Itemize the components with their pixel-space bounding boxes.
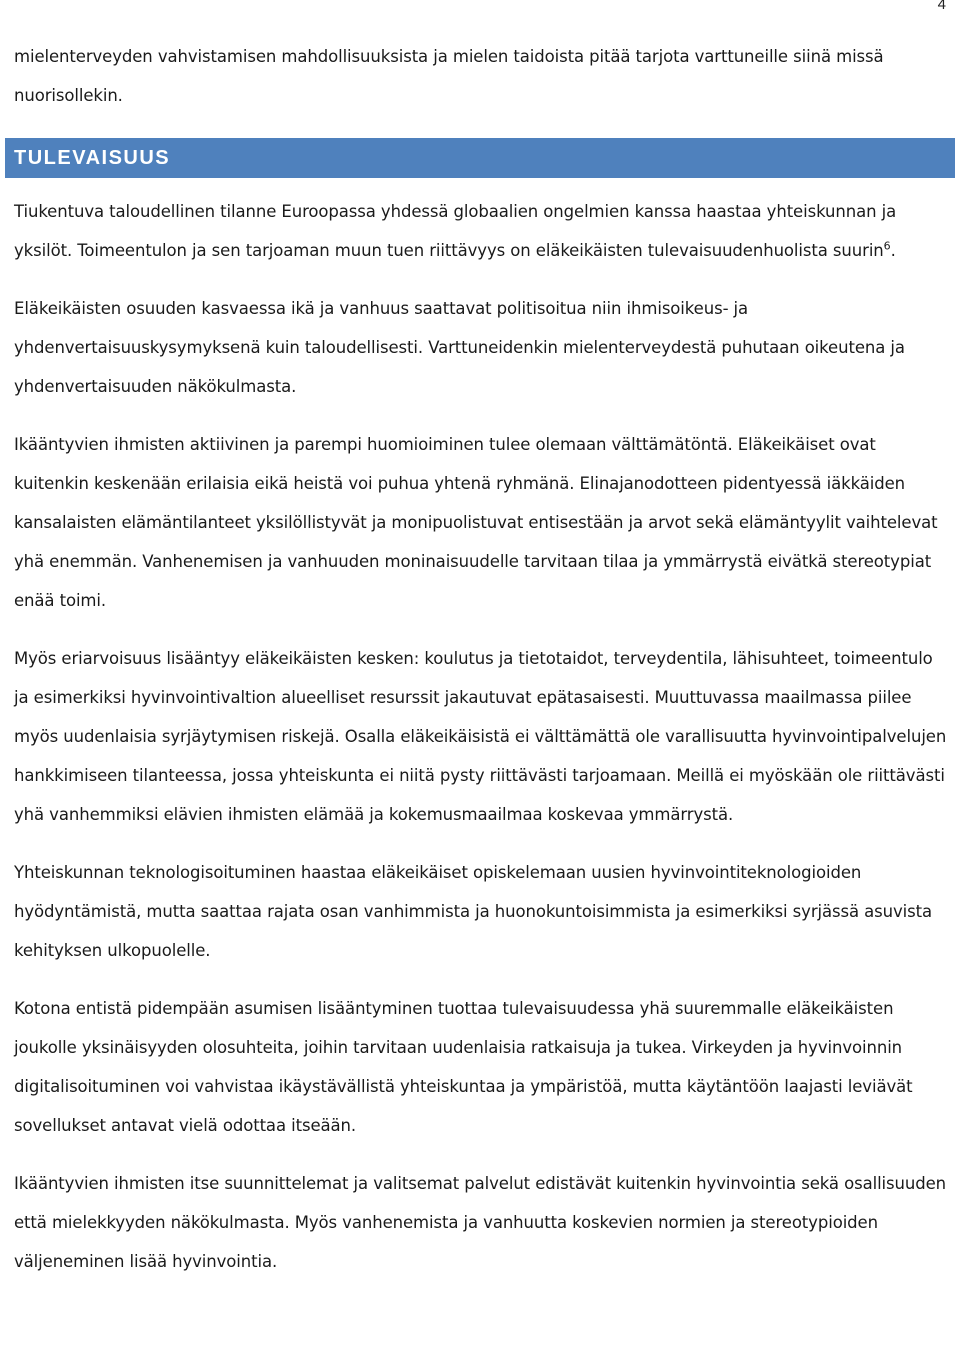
document-body bbox=[14, 37, 950, 1281]
intro-paragraph bbox=[14, 192, 950, 270]
section-heading: TULEVAISUUS bbox=[5, 138, 955, 178]
paragraph-2: Ikääntyvien ihmisten aktiivinen ja parempi huomioiminen tulee olemaan välttämätöntä. Eläkeikäiset ovat kuitenkin keskenään erilaisia eikä heistä voi puhua yhtenä ryhmänä. Elinajanodotteen pidentyessä iäkkäiden kansalaisten elämäntilanteet yksilöllistyvät ja monipuolistuvat entisestään ja arvot sekä elämäntyylit vaihtelevat yhä enemmän. Vanhenemisen ja vanhuuden moninaisuudelle tarvitaan tilaa ja ymmärrystä eivätkä stereotypiat enää toimi. bbox=[14, 435, 938, 610]
paragraph-3: Myös eriarvoisuus lisääntyy eläkeikäisten kesken: koulutus ja tietotaidot, terveydentila, lähisuhteet, toimeentulo ja esimerkiksi hyvinvointivaltion alueelliset resurssit jakautuvat epätasaisesti. Muuttuvassa maailmassa piilee myös uudenlaisia syrjäytymisen riskejä. Osalla eläkeikäisistä ei välttämättä ole varallisuutta hyvinvointipalvelujen hankkimiseen tilanteessa, jossa yhteiskunta ei niitä pysty riittävästi tarjoamaan. Meillä ei myöskään ole riittävästi yhä vanhemmiksi elävien ihmisten elämää ja kokemusmaailmaa koskevaa ymmärrystä. bbox=[14, 649, 947, 824]
paragraph-6: Ikääntyvien ihmisten itse suunnittelemat ja valitsemat palvelut edistävät kuitenkin hyvinvointia sekä osallisuuden että mielekkyyden näkökulmasta. Myös vanhenemista ja vanhuutta koskevien normien ja stereotypioiden väljeneminen lisää hyvinvointia. bbox=[14, 1174, 947, 1271]
page-number: 4 bbox=[937, 0, 946, 13]
paragraph-1: Eläkeikäisten osuuden kasvaessa ikä ja vanhuus saattavat politisoitua niin ihmisoikeus- ja yhdenvertaisuuskysymyksenä kuin taloudellisesti. Varttuneidenkin mielenterveydestä puhutaan oikeutena ja yhdenvertaisuuden näkökulmasta. bbox=[14, 299, 905, 396]
paragraph-5: Kotona entistä pidempään asumisen lisääntyminen tuottaa tulevaisuudessa yhä suuremmalle eläkeikäisten joukolle yksinäisyyden olosuhteita, joihin tarvitaan uudenlaisia ratkaisuja ja tukea. Virkeyden ja hyvinvoinnin digitalisoituminen voi vahvistaa ikäystävällistä yhteiskuntaa ja ympäristöä, mutta käytäntöön laajasti leviävät sovellukset antavat vielä odottaa itseään. bbox=[14, 999, 913, 1135]
footnote-reference[interactable]: 6 bbox=[883, 239, 891, 253]
paragraph-4: Yhteiskunnan teknologisoituminen haastaa eläkeikäiset opiskelemaan uusien hyvinvointiteknologioiden hyödyntämistä, mutta saattaa rajata osan vanhimmista ja huonokuntoisimmista ja esimerkiksi syrjässä asuvista kehityksen ulkopuolelle. bbox=[14, 863, 933, 960]
intro-end: . bbox=[890, 241, 896, 260]
intro-text: Tiukentuva taloudellinen tilanne Euroopassa yhdessä globaalien ongelmien kanssa haastaa yhteiskunnan ja yksilöt. Toimeentulon ja sen tarjoaman muun tuen riittävyys on eläkeikäisten tulevaisuudenhuolista suurin bbox=[14, 202, 897, 260]
continuation-paragraph: mielenterveyden vahvistamisen mahdollisuuksista ja mielen taidoista pitää tarjota varttuneille siinä missä nuorisollekin. bbox=[14, 47, 884, 105]
